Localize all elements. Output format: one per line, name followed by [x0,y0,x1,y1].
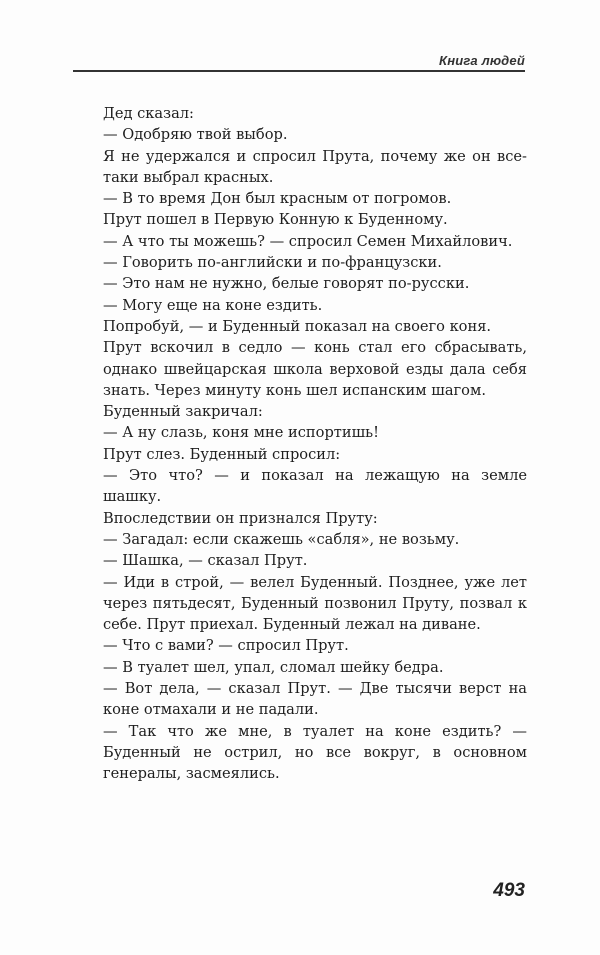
paragraph: Я не удержался и спросил Прута, почему же он все-таки выбрал красных. [103,147,527,186]
paragraph: — Одобряю твой выбор. [103,126,288,144]
paragraph: — Шашка, — сказал Прут. [103,552,308,570]
paragraph: Впоследствии он признался Пруту: [103,509,378,527]
paragraph: — Вот дела, — сказал Прут. — Две тысячи верст на коне отмахали и не падали. [103,680,527,719]
page-header [73,50,525,72]
running-title: Книга людей [439,53,525,68]
paragraph: — Говорить по-английски и по-французски. [103,254,442,272]
paragraph: — В то время Дон был красным от погромов. [103,190,452,208]
paragraph: — Иди в строй, — велел Буденный. Позднее, уже лет через пятьдесят, Буденный позвонил Пруту, позвал к себе. Прут приехал. Буденный лежал на диване. [103,573,527,634]
paragraph: — Могу еще на коне ездить. [103,296,323,314]
paragraph: — А что ты можешь? — спросил Семен Михайлович. [103,232,513,250]
page-number: 493 [493,880,525,901]
paragraph: — В туалет шел, упал, сломал шейку бедра. [103,658,444,676]
paragraph: Попробуй, — и Буденный показал на своего коня. [103,317,492,335]
paragraph: Прут пошел в Первую Конную к Буденному. [103,211,448,229]
header-rule [73,70,525,72]
paragraph: — Это нам не нужно, белые говорят по-русски. [103,275,470,293]
body-text [103,103,527,785]
paragraph: — Так что же мне, в туалет на коне ездить? — Буденный не острил, но все вокруг, в основном генералы, засмеялись. [103,722,527,783]
paragraph: — Загадал: если скажешь «сабля», не возьму. [103,530,460,548]
paragraph: Прут вскочил в седло — конь стал его сбрасывать, однако швейцарская школа верховой езды дала себя знать. Через минуту конь шел испанским шагом. [103,339,527,399]
paragraph: Дед сказал: [103,105,194,122]
paragraph: Прут слез. Буденный спросил: [103,445,341,463]
paragraph: Буденный закричал: [103,403,263,421]
paragraph: — А ну слазь, коня мне испортишь! [103,424,379,442]
paragraph: — Что с вами? — спросил Прут. [103,637,349,655]
paragraph: — Это что? — и показал на лежащую на земле шашку. [103,467,527,506]
